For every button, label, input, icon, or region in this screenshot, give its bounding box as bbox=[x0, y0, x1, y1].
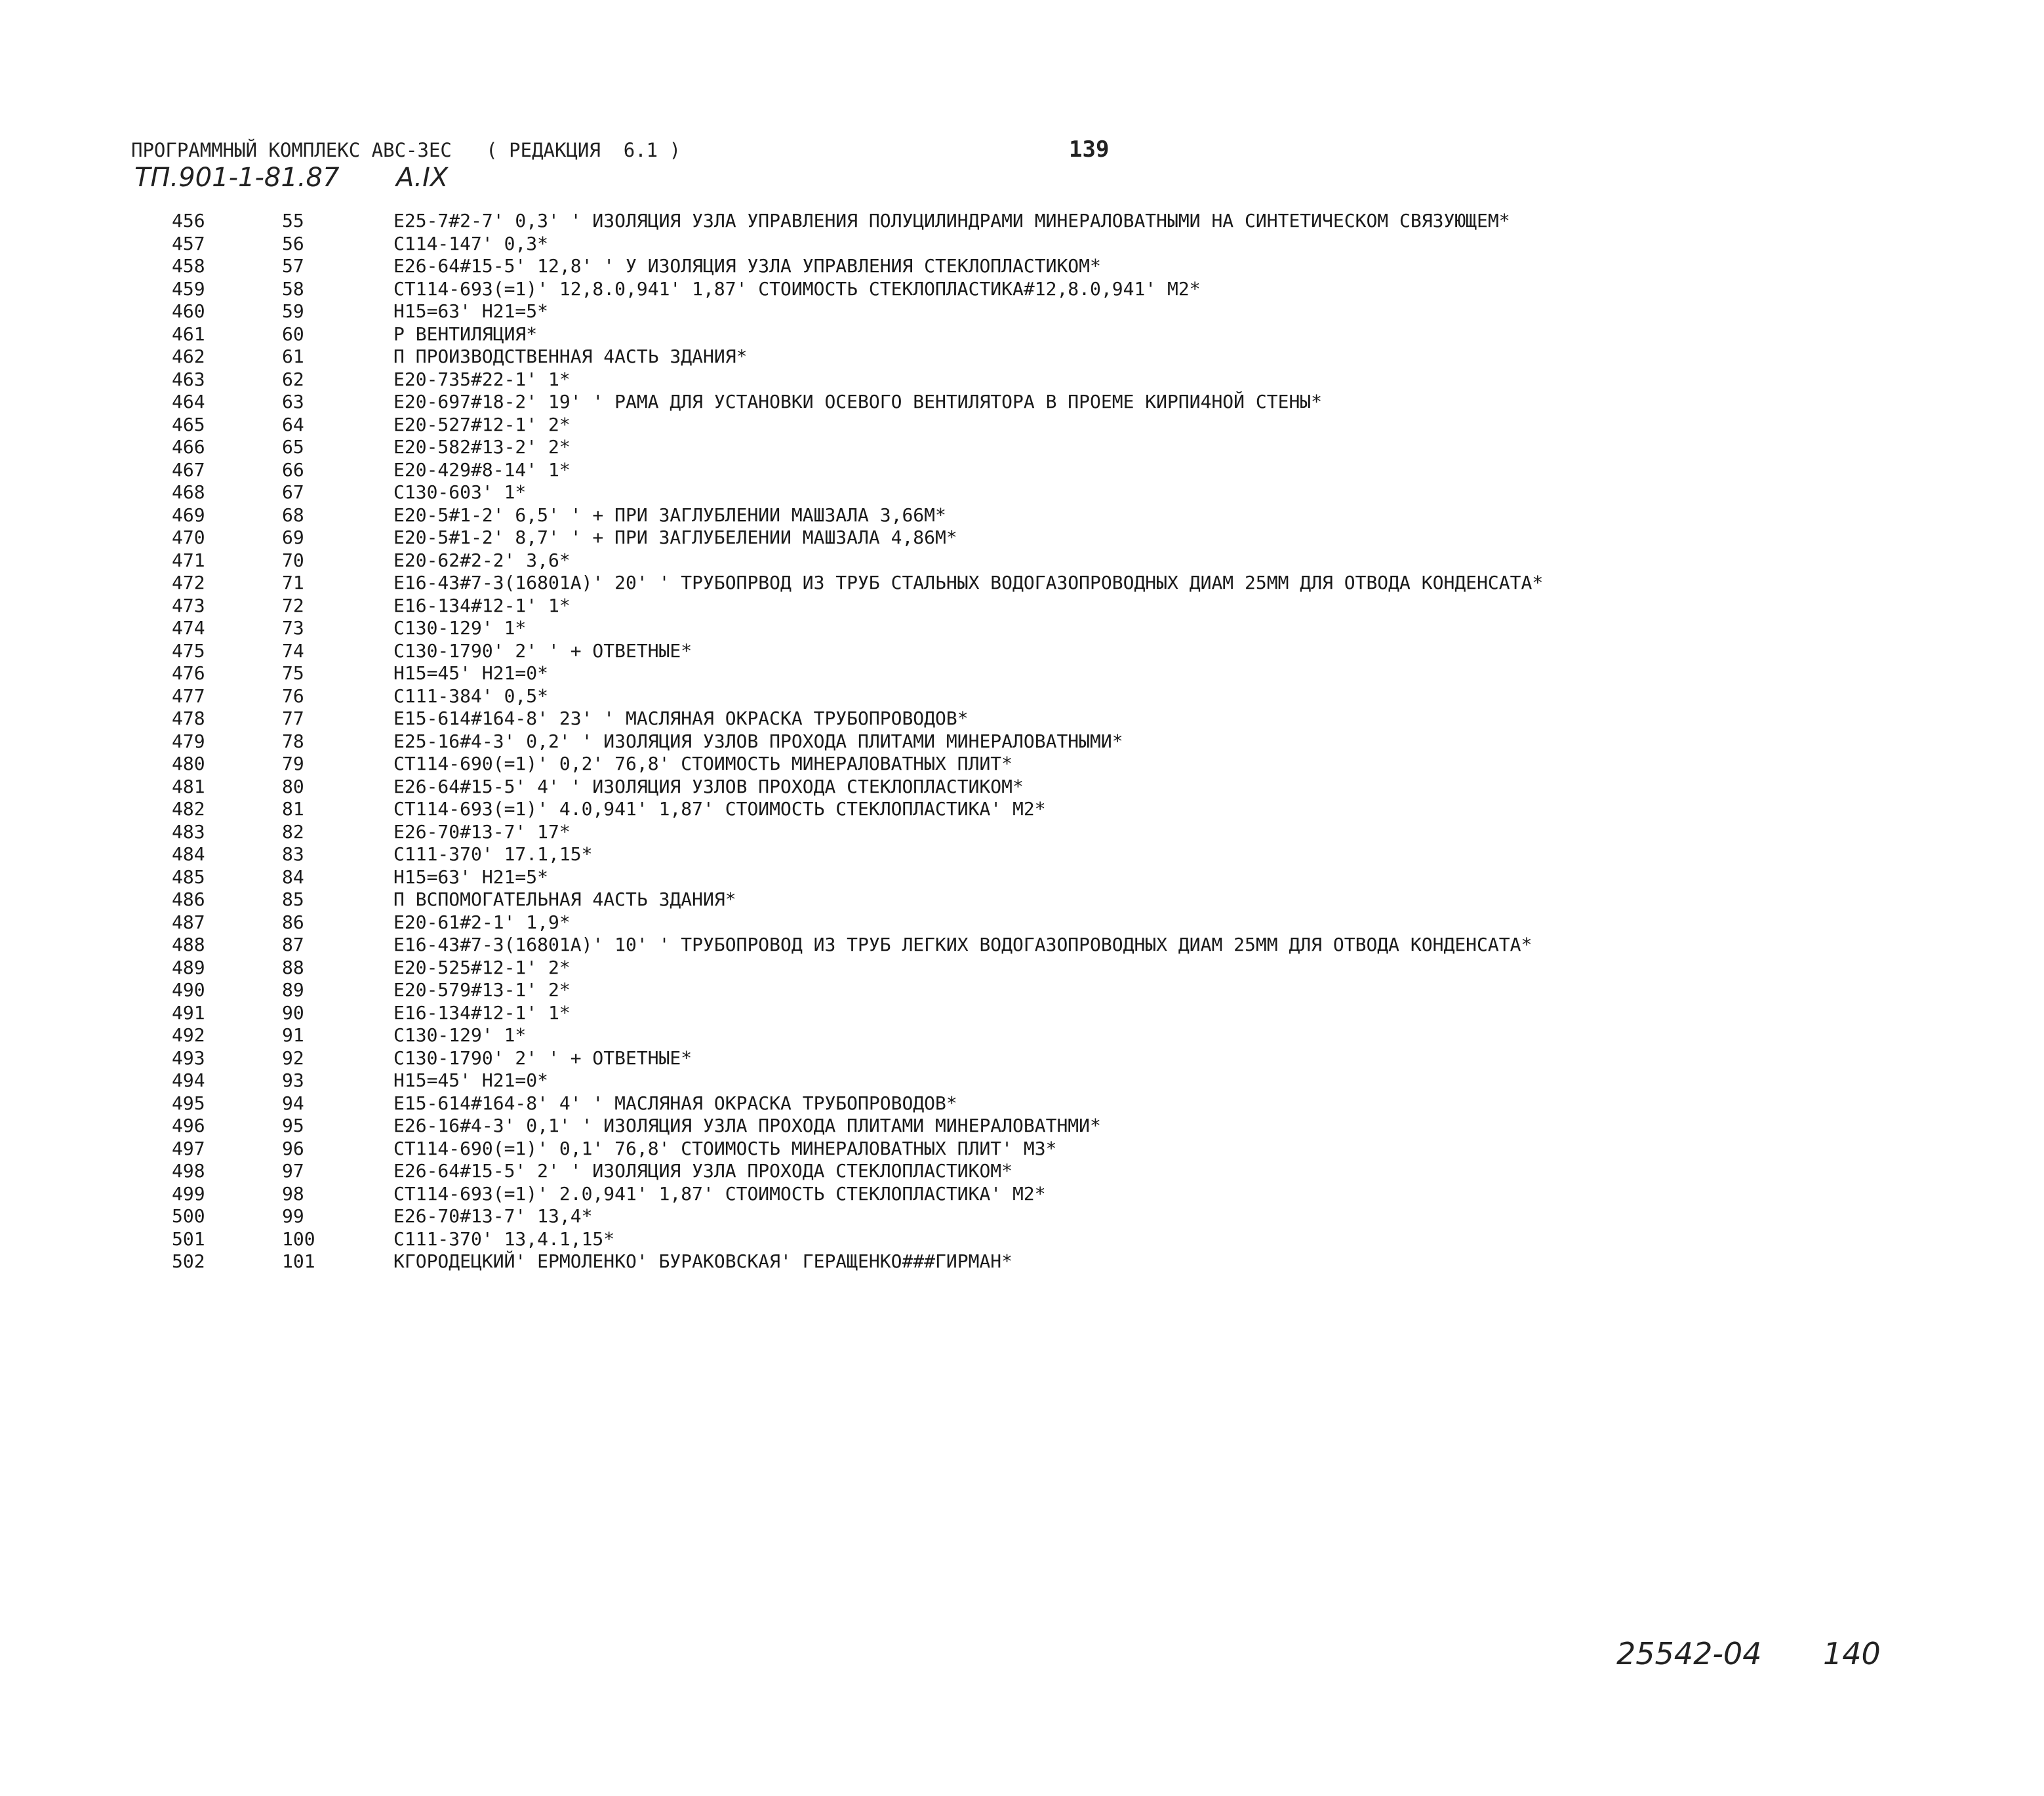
statement-text: П ВСПОМОГАТЕЛЬНАЯ 4АСТЬ ЗДАНИЯ* bbox=[393, 888, 736, 910]
statement-number: 68 bbox=[282, 504, 304, 526]
listing-row bbox=[164, 843, 1934, 866]
listing-row bbox=[164, 617, 1934, 640]
statement-number: 65 bbox=[282, 436, 304, 458]
statement-number: 74 bbox=[282, 639, 304, 662]
line-number: 460 bbox=[172, 300, 205, 322]
statement-number: 58 bbox=[282, 277, 304, 300]
statement-text: Е25-7#2-7' 0,3' ' ИЗОЛЯЦИЯ УЗЛА УПРАВЛЕНИЯ ПОЛУЦИЛИНДРАМИ МИНЕРАЛОВАТНЫМИ НА СИНТЕТИЧЕСКОМ СВЯЗУЮЩЕМ* bbox=[393, 210, 1510, 231]
statement-text: Е20-735#22-1' 1* bbox=[393, 368, 571, 390]
listing-row bbox=[164, 481, 1934, 504]
line-number: 472 bbox=[172, 572, 205, 593]
line-number: 491 bbox=[172, 1001, 205, 1024]
line-number: 500 bbox=[172, 1205, 205, 1227]
statement-number: 62 bbox=[282, 368, 304, 390]
listing-row bbox=[164, 1228, 1934, 1251]
listing-row bbox=[164, 1002, 1934, 1025]
statement-number: 92 bbox=[282, 1047, 304, 1069]
statement-number: 76 bbox=[282, 685, 304, 707]
listing-row bbox=[164, 278, 1934, 301]
project-code: ТП.901-1-81.87 bbox=[134, 163, 340, 193]
line-number: 494 bbox=[172, 1069, 205, 1091]
line-number: 464 bbox=[172, 391, 205, 412]
line-number: 486 bbox=[172, 888, 205, 910]
listing-row bbox=[164, 1160, 1934, 1183]
statement-text: Е20-527#12-1' 2* bbox=[393, 413, 571, 435]
line-number: 476 bbox=[172, 662, 205, 684]
statement-number: 87 bbox=[282, 934, 304, 955]
line-number: 487 bbox=[172, 911, 205, 933]
line-number: 463 bbox=[172, 368, 205, 390]
statement-number: 60 bbox=[282, 323, 304, 345]
listing-row bbox=[164, 255, 1934, 278]
statement-number: 57 bbox=[282, 255, 304, 277]
line-number: 495 bbox=[172, 1092, 205, 1114]
statement-number: 96 bbox=[282, 1137, 304, 1159]
listing-row bbox=[164, 730, 1934, 753]
statement-number: 71 bbox=[282, 572, 304, 593]
listing-row bbox=[164, 369, 1934, 391]
statement-number: 83 bbox=[282, 843, 304, 865]
line-number: 499 bbox=[172, 1182, 205, 1205]
statement-number: 100 bbox=[282, 1227, 315, 1250]
listing-row bbox=[164, 1250, 1934, 1273]
statement-text: С130-603' 1* bbox=[393, 481, 527, 503]
statement-number: 82 bbox=[282, 820, 304, 843]
statement-text: Е26-64#15-5' 12,8' ' У ИЗОЛЯЦИЯ УЗЛА УПРАВЛЕНИЯ СТЕКЛОПЛАСТИКОМ* bbox=[393, 255, 1101, 277]
statement-text: Е20-582#13-2' 2* bbox=[393, 436, 571, 458]
line-number: 468 bbox=[172, 481, 205, 503]
line-number: 474 bbox=[172, 617, 205, 639]
line-number: 502 bbox=[172, 1250, 205, 1272]
line-number: 482 bbox=[172, 798, 205, 820]
document-number: 25542-04 bbox=[1616, 1636, 1762, 1671]
statement-text: СТ114-693(=1)' 4.0,941' 1,87' СТОИМОСТЬ СТЕКЛОПЛАСТИКА' М2* bbox=[393, 798, 1046, 820]
statement-text: КГОРОДЕЦКИЙ' ЕРМОЛЕНКО' БУРАКОВСКАЯ' ГЕРАЩЕНКО###ГИРМАН* bbox=[393, 1250, 1013, 1272]
listing-row bbox=[164, 640, 1934, 663]
listing-row bbox=[164, 414, 1934, 437]
statement-text: Е15-614#164-8' 23' ' МАСЛЯНАЯ ОКРАСКА ТРУБОПРОВОДОВ* bbox=[393, 708, 969, 729]
statement-number: 95 bbox=[282, 1115, 304, 1136]
statement-number: 63 bbox=[282, 391, 304, 412]
listing-row bbox=[164, 504, 1934, 527]
listing-row bbox=[164, 323, 1934, 346]
statement-number: 101 bbox=[282, 1250, 315, 1272]
statement-number: 78 bbox=[282, 730, 304, 752]
statement-number: 94 bbox=[282, 1092, 304, 1114]
listing-row bbox=[164, 1138, 1934, 1161]
statement-number: 69 bbox=[282, 527, 304, 548]
line-number: 484 bbox=[172, 843, 205, 865]
listing-row bbox=[164, 708, 1934, 730]
listing-row bbox=[164, 662, 1934, 685]
statement-number: 77 bbox=[282, 708, 304, 729]
statement-text: Е20-525#12-1' 2* bbox=[393, 956, 571, 978]
listing-row bbox=[164, 436, 1934, 459]
statement-text: Е20-5#1-2' 6,5' ' + ПРИ ЗАГЛУБЛЕНИИ МАШЗАЛА 3,66М* bbox=[393, 504, 946, 526]
listing-row bbox=[164, 1183, 1934, 1206]
listing-row bbox=[164, 1092, 1934, 1115]
line-number: 462 bbox=[172, 346, 205, 367]
statement-text: Е26-64#15-5' 2' ' ИЗОЛЯЦИЯ УЗЛА ПРОХОДА СТЕКЛОПЛАСТИКОМ* bbox=[393, 1160, 1013, 1182]
page-number: 139 bbox=[1069, 136, 1110, 163]
line-number: 479 bbox=[172, 730, 205, 752]
album-number: А.IX bbox=[396, 163, 449, 193]
listing-row bbox=[164, 1205, 1934, 1228]
listing-row bbox=[164, 210, 1934, 233]
listing-row bbox=[164, 572, 1934, 595]
statement-number: 88 bbox=[282, 956, 304, 978]
listing-row bbox=[164, 866, 1934, 889]
statement-text: С130-1790' 2' ' + ОТВЕТНЫЕ* bbox=[393, 639, 692, 662]
line-number: 471 bbox=[172, 549, 205, 571]
listing-row bbox=[164, 391, 1934, 414]
listing-row bbox=[164, 934, 1934, 957]
statement-number: 98 bbox=[282, 1182, 304, 1205]
statement-text: Е20-62#2-2' 3,6* bbox=[393, 549, 571, 571]
statement-text: Р ВЕНТИЛЯЦИЯ* bbox=[393, 323, 538, 345]
statement-number: 79 bbox=[282, 753, 304, 774]
listing-row bbox=[164, 821, 1934, 844]
statement-number: 89 bbox=[282, 979, 304, 1001]
line-number: 457 bbox=[172, 232, 205, 254]
statement-text: С111-384' 0,5* bbox=[393, 685, 549, 707]
statement-text: СТ114-690(=1)' 0,1' 76,8' СТОИМОСТЬ МИНЕРАЛОВАТНЫХ ПЛИТ' М3* bbox=[393, 1137, 1057, 1159]
statement-number: 91 bbox=[282, 1024, 304, 1046]
statement-number: 90 bbox=[282, 1001, 304, 1024]
line-number: 473 bbox=[172, 594, 205, 616]
line-number: 489 bbox=[172, 956, 205, 978]
statement-number: 86 bbox=[282, 911, 304, 933]
line-number: 497 bbox=[172, 1137, 205, 1159]
line-number: 480 bbox=[172, 753, 205, 774]
line-number: 458 bbox=[172, 255, 205, 277]
line-number: 501 bbox=[172, 1227, 205, 1250]
statement-text: Н15=45' Н21=0* bbox=[393, 1069, 549, 1091]
statement-number: 72 bbox=[282, 594, 304, 616]
statement-number: 70 bbox=[282, 549, 304, 571]
statement-number: 97 bbox=[282, 1160, 304, 1182]
statement-text: Е15-614#164-8' 4' ' МАСЛЯНАЯ ОКРАСКА ТРУБОПРОВОДОВ* bbox=[393, 1092, 957, 1114]
statement-number: 67 bbox=[282, 481, 304, 503]
statement-number: 59 bbox=[282, 300, 304, 322]
listing-row bbox=[164, 549, 1934, 572]
line-number: 469 bbox=[172, 504, 205, 526]
line-number: 467 bbox=[172, 458, 205, 481]
line-number: 485 bbox=[172, 866, 205, 888]
statement-number: 73 bbox=[282, 617, 304, 639]
statement-text: Е26-64#15-5' 4' ' ИЗОЛЯЦИЯ УЗЛОВ ПРОХОДА СТЕКЛОПЛАСТИКОМ* bbox=[393, 775, 1024, 797]
line-number: 488 bbox=[172, 934, 205, 955]
listing-row bbox=[164, 776, 1934, 799]
line-number: 461 bbox=[172, 323, 205, 345]
line-number: 456 bbox=[172, 210, 205, 231]
sheet-number: 140 bbox=[1823, 1636, 1881, 1671]
listing-row bbox=[164, 595, 1934, 618]
line-number: 483 bbox=[172, 820, 205, 843]
statement-text: С130-129' 1* bbox=[393, 1024, 527, 1046]
listing-row bbox=[164, 1115, 1934, 1138]
statement-text: Е26-16#4-3' 0,1' ' ИЗОЛЯЦИЯ УЗЛА ПРОХОДА ПЛИТАМИ МИНЕРАЛОВАТНМИ* bbox=[393, 1115, 1101, 1136]
statement-number: 81 bbox=[282, 798, 304, 820]
statement-text: С114-147' 0,3* bbox=[393, 232, 549, 254]
listing-row bbox=[164, 346, 1934, 369]
statement-text: Е25-16#4-3' 0,2' ' ИЗОЛЯЦИЯ УЗЛОВ ПРОХОДА ПЛИТАМИ МИНЕРАЛОВАТНЫМИ* bbox=[393, 730, 1123, 752]
statement-text: Е16-43#7-3(16801А)' 10' ' ТРУБОПРОВОД ИЗ ТРУБ ЛЕГКИХ ВОДОГАЗОПРОВОДНЫХ ДИАМ 25ММ ДЛЯ ОТВОДА КОНДЕНСАТА* bbox=[393, 934, 1533, 955]
statement-number: 99 bbox=[282, 1205, 304, 1227]
statement-text: Е20-697#18-2' 19' ' РАМА ДЛЯ УСТАНОВКИ ОСЕВОГО ВЕНТИЛЯТОРА В ПРОЕМЕ КИРПИ4НОЙ СТЕНЫ* bbox=[393, 391, 1323, 412]
statement-number: 80 bbox=[282, 775, 304, 797]
line-number: 466 bbox=[172, 436, 205, 458]
listing-row bbox=[164, 459, 1934, 482]
statement-text: СТ114-693(=1)' 2.0,941' 1,87' СТОИМОСТЬ СТЕКЛОПЛАСТИКА' М2* bbox=[393, 1182, 1046, 1205]
statement-text: Е20-5#1-2' 8,7' ' + ПРИ ЗАГЛУБЕЛЕНИИ МАШЗАЛА 4,86М* bbox=[393, 527, 957, 548]
statement-text: СТ114-690(=1)' 0,2' 76,8' СТОИМОСТЬ МИНЕРАЛОВАТНЫХ ПЛИТ* bbox=[393, 753, 1013, 774]
listing-row bbox=[164, 685, 1934, 708]
line-number: 490 bbox=[172, 979, 205, 1001]
statement-number: 84 bbox=[282, 866, 304, 888]
statement-number: 85 bbox=[282, 888, 304, 910]
statement-text: Е26-70#13-7' 17* bbox=[393, 820, 571, 843]
statement-text: Н15=63' Н21=5* bbox=[393, 866, 549, 888]
statement-text: Е20-429#8-14' 1* bbox=[393, 458, 571, 481]
line-number: 470 bbox=[172, 527, 205, 548]
statement-text: С130-129' 1* bbox=[393, 617, 527, 639]
statement-number: 61 bbox=[282, 346, 304, 367]
statement-text: Н15=63' Н21=5* bbox=[393, 300, 549, 322]
statement-number: 56 bbox=[282, 232, 304, 254]
line-number: 477 bbox=[172, 685, 205, 707]
line-number: 478 bbox=[172, 708, 205, 729]
statement-text: С111-370' 17.1,15* bbox=[393, 843, 593, 865]
listing-row bbox=[164, 1047, 1934, 1070]
statement-text: С111-370' 13,4.1,15* bbox=[393, 1227, 615, 1250]
listing-row bbox=[164, 888, 1934, 911]
statement-text: Е26-70#13-7' 13,4* bbox=[393, 1205, 593, 1227]
line-number: 492 bbox=[172, 1024, 205, 1046]
listing-row bbox=[164, 300, 1934, 323]
line-number: 481 bbox=[172, 775, 205, 797]
statement-number: 93 bbox=[282, 1069, 304, 1091]
listing-row bbox=[164, 1069, 1934, 1092]
line-number: 498 bbox=[172, 1160, 205, 1182]
statement-text: С130-1790' 2' ' + ОТВЕТНЫЕ* bbox=[393, 1047, 692, 1069]
listing-row bbox=[164, 957, 1934, 980]
statement-number: 66 bbox=[282, 458, 304, 481]
statement-number: 64 bbox=[282, 413, 304, 435]
line-number: 475 bbox=[172, 639, 205, 662]
statement-number: 55 bbox=[282, 210, 304, 231]
statement-text: Е20-61#2-1' 1,9* bbox=[393, 911, 571, 933]
statement-text: Е16-43#7-3(16801А)' 20' ' ТРУБОПРВОД ИЗ ТРУБ СТАЛЬНЫХ ВОДОГАЗОПРОВОДНЫХ ДИАМ 25ММ ДЛЯ ОТВОДА КОНДЕНСАТА* bbox=[393, 572, 1544, 593]
statement-text: Е20-579#13-1' 2* bbox=[393, 979, 571, 1001]
statement-text: СТ114-693(=1)' 12,8.0,941' 1,87' СТОИМОСТЬ СТЕКЛОПЛАСТИКА#12,8.0,941' М2* bbox=[393, 277, 1201, 300]
listing-row bbox=[164, 979, 1934, 1002]
statement-text: П ПРОИЗВОДСТВЕННАЯ 4АСТЬ ЗДАНИЯ* bbox=[393, 346, 748, 367]
line-number: 465 bbox=[172, 413, 205, 435]
line-number: 493 bbox=[172, 1047, 205, 1069]
statement-number: 75 bbox=[282, 662, 304, 684]
listing-row bbox=[164, 527, 1934, 549]
listing bbox=[164, 210, 1934, 1273]
line-number: 459 bbox=[172, 277, 205, 300]
listing-row bbox=[164, 798, 1934, 821]
listing-row bbox=[164, 1024, 1934, 1047]
statement-text: Е16-134#12-1' 1* bbox=[393, 594, 571, 616]
listing-row bbox=[164, 911, 1934, 934]
program-header: ПРОГРАММНЫЙ КОМПЛЕКС АВС-ЗЕС ( РЕДАКЦИЯ 6.1 ) bbox=[131, 139, 681, 161]
listing-row bbox=[164, 753, 1934, 776]
listing-row bbox=[164, 233, 1934, 256]
line-number: 496 bbox=[172, 1115, 205, 1136]
statement-text: Е16-134#12-1' 1* bbox=[393, 1001, 571, 1024]
statement-text: Н15=45' Н21=0* bbox=[393, 662, 549, 684]
